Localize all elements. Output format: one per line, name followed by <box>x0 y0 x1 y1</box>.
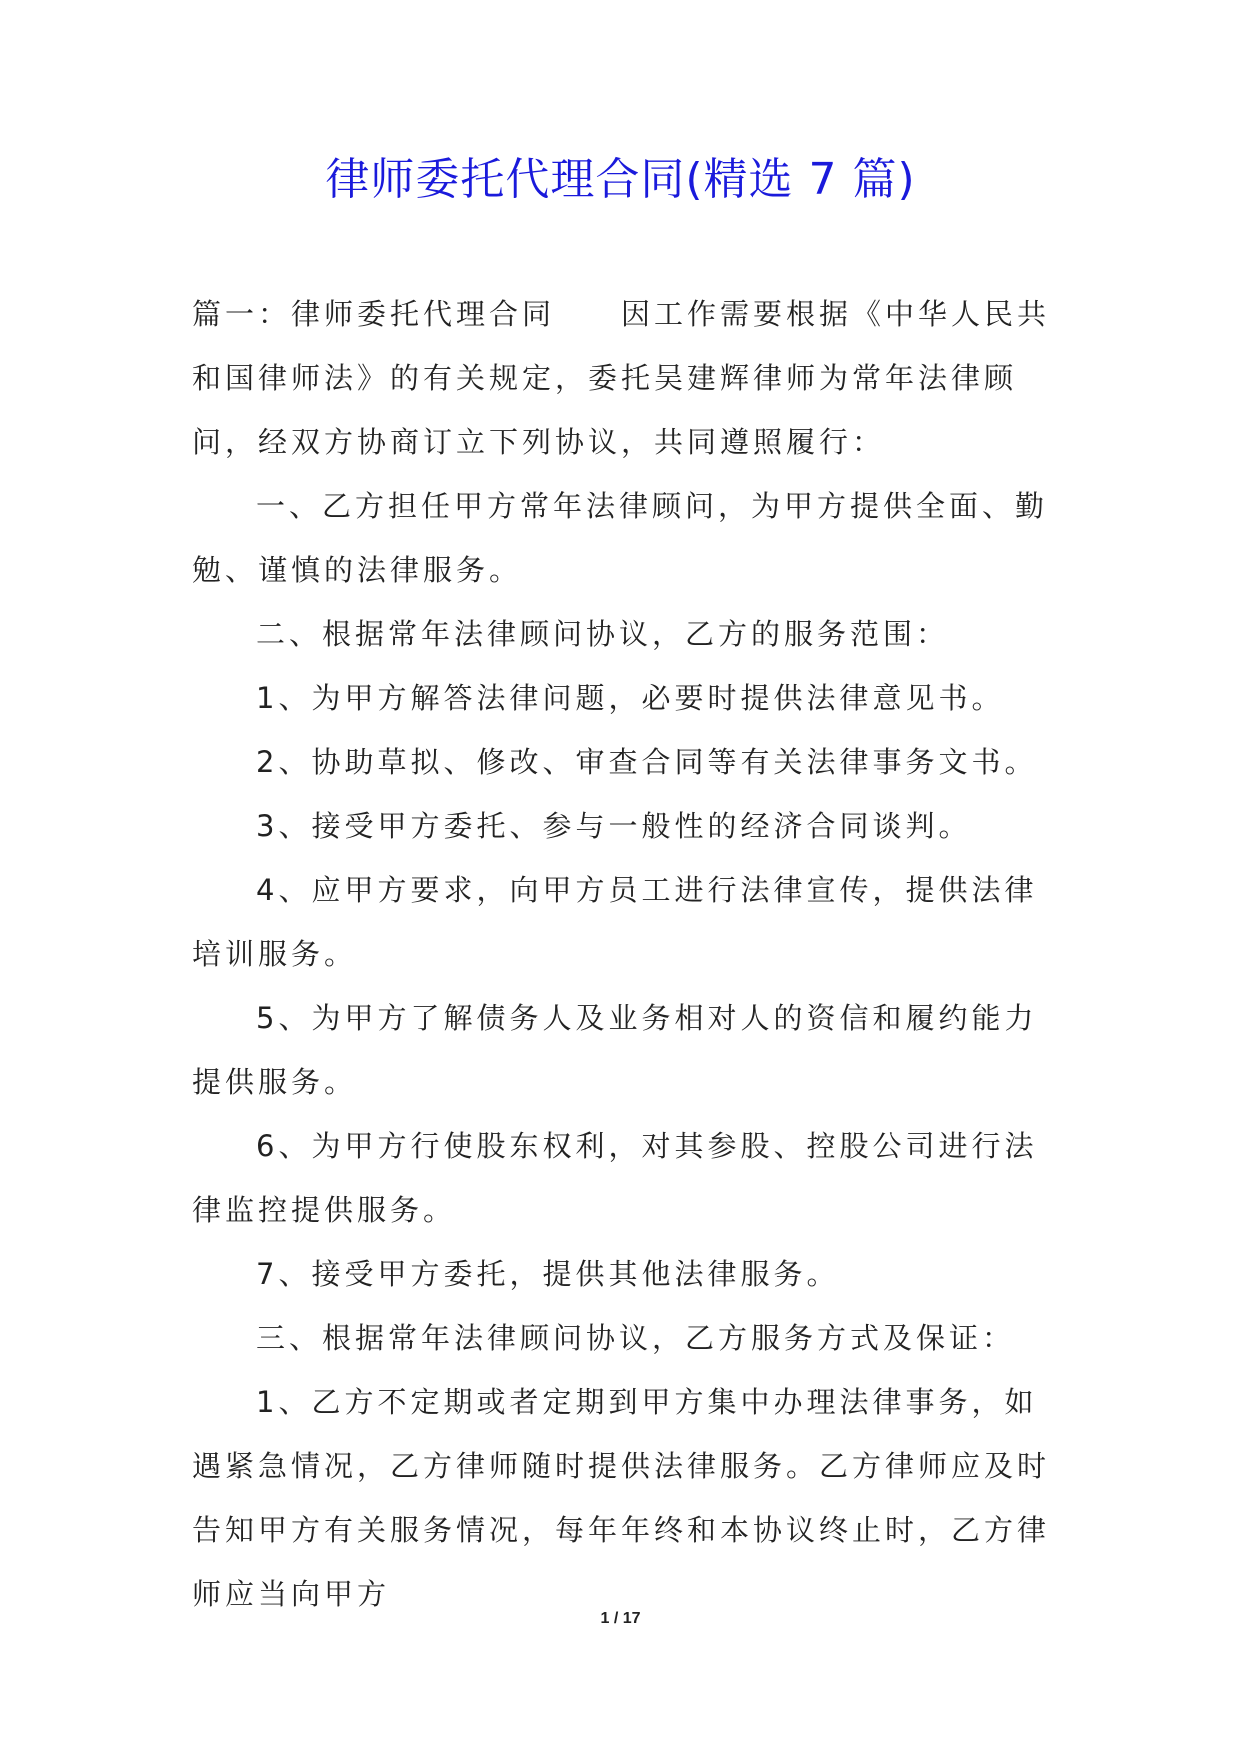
paragraph-item-3: 3、接受甲方委托、参与一般性的经济合同谈判。 <box>256 809 972 843</box>
document-title: 律师委托代理合同(精选 7 篇) <box>325 154 916 205</box>
paragraph-item-6: 6、为甲方行使股东权利，对其参股、控股公司进行法律监控提供服务。 <box>192 1129 1038 1227</box>
paragraph-clause-3-heading: 三、根据常年法律顾问协议，乙方服务方式及保证： <box>256 1321 1016 1355</box>
paragraph-item-4: 4、应甲方要求，向甲方员工进行法律宣传，提供法律培训服务。 <box>192 873 1038 971</box>
paragraph-item-1: 1、为甲方解答法律问题，必要时提供法律意见书。 <box>256 681 1005 715</box>
page-number: 1 / 17 <box>600 1610 641 1627</box>
paragraph-clause-1: 一、乙方担任甲方常年法律顾问，为甲方提供全面、勤勉、谨慎的法律服务。 <box>192 489 1049 587</box>
paragraph-intro: 篇一：律师委托代理合同 因工作需要根据《中华人民共和国律师法》的有关规定，委托吴建辉律师为常年法律顾问，经双方协商订立下列协议，共同遵照履行： <box>192 297 1051 459</box>
paragraph-item-2: 2、协助草拟、修改、审查合同等有关法律事务文书。 <box>256 745 1038 779</box>
paragraph-clause-2-heading: 二、根据常年法律顾问协议，乙方的服务范围： <box>256 617 950 651</box>
paragraph-item-5: 5、为甲方了解债务人及业务相对人的资信和履约能力提供服务。 <box>192 1001 1038 1099</box>
paragraph-service-item-1: 1、乙方不定期或者定期到甲方集中办理法律事务，如遇紧急情况，乙方律师随时提供法律服务。乙方律师应及时告知甲方有关服务情况，每年年终和本协议终止时，乙方律师应当向甲方 <box>192 1385 1051 1611</box>
document-body <box>192 282 1062 1626</box>
paragraph-item-7: 7、接受甲方委托，提供其他法律服务。 <box>256 1257 840 1291</box>
